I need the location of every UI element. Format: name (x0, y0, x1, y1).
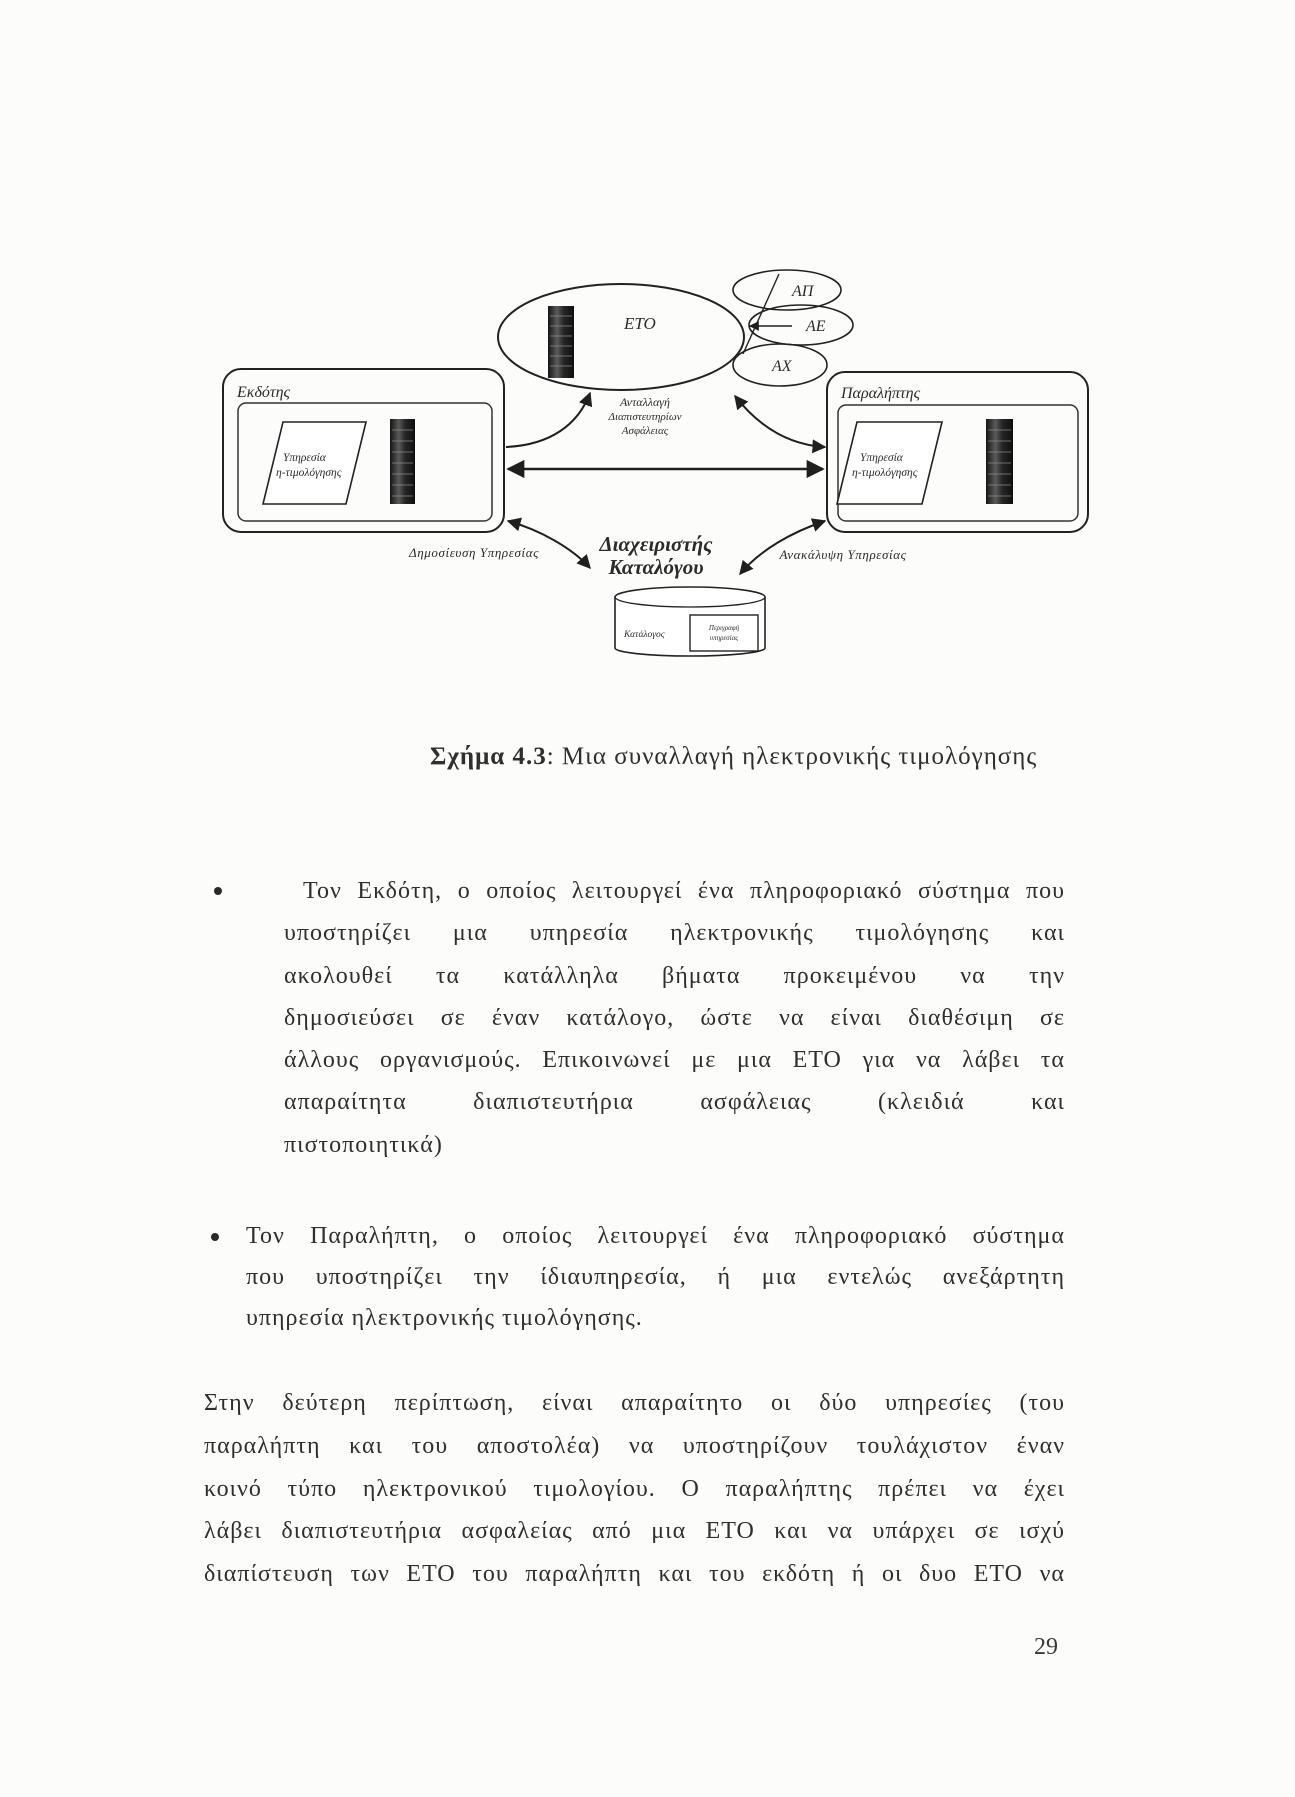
catalog-label: Κατάλογος (624, 630, 665, 640)
bullet-dot (211, 1233, 219, 1241)
receiver-eto-arrow (735, 396, 825, 447)
bullet-issuer (284, 870, 1065, 1166)
issuer-service-label: Υπηρεσία (283, 452, 326, 464)
catalog-entry-label: Περιγραφή (708, 624, 740, 632)
bullet-text-line: απαραίτητα διαπιστευτήρια ασφάλειας (κλειδιά και (284, 1089, 1065, 1116)
authority-ae-ellipse (749, 305, 853, 345)
bullet-text-line: δημοσιεύσει σε έναν κατάλογο, ώστε να είναι διαθέσιμη σε (284, 1004, 1065, 1031)
authority-ap-ellipse (733, 270, 841, 310)
page-number: 29 (1034, 1634, 1058, 1660)
authority-ae-label: ΑΕ (806, 318, 826, 335)
paragraph-line: διαπίστευση των ΕΤΟ του παραλήπτη και του εκδότη ή οι δυο ΕΤΟ να (204, 1561, 1065, 1588)
receiver-title: Παραλήπτης (841, 385, 921, 402)
eto-server-icon (548, 306, 574, 378)
issuer-title: Εκδότης (237, 384, 291, 401)
issuer-server-icon (390, 419, 415, 504)
eto-ellipse (498, 284, 744, 390)
bullet-text-line: Τον Εκδότη, ο οποίος λειτουργεί ένα πληροφοριακό σύστημα που (303, 878, 1065, 904)
server-body (986, 419, 1013, 504)
issuer-service-label: η-τιμολόγησης (276, 467, 342, 479)
discover-label: Ανακάλυψη Υπηρεσίας (779, 547, 907, 562)
receiver-server-icon (986, 419, 1013, 504)
eto-label: ΕΤΟ (624, 314, 656, 333)
figure-caption-label: Σχήμα 4.3 (430, 743, 547, 770)
catalog-entry-label: υπηρεσίας (709, 634, 739, 642)
paragraph-line: κοινό τύπο ηλεκτρονικού τιμολογίου. Ο παραλήπτης πρέπει να έχει (204, 1475, 1065, 1502)
figure-caption (430, 743, 1037, 771)
credentials-exchange-label: Διαπιστευτηρίων (608, 411, 682, 423)
publish-label: Δημοσίευση Υπηρεσίας (408, 545, 540, 560)
credentials-exchange-label: Ασφάλειας (621, 425, 669, 437)
catalog-entry-box (690, 615, 758, 651)
bullet-text-line: που υποστηρίζει την ίδιαυπηρεσία, ή μια εντελώς ανεξάρτητη (246, 1264, 1065, 1290)
catalog-manager-label: Διαχειριστής (599, 532, 713, 556)
server-body (548, 306, 574, 378)
bullet-text-line: υπηρεσία ηλεκτρονικής τιμολόγησης. (246, 1305, 643, 1331)
authority-ax-label: ΑΧ (772, 358, 792, 375)
paragraph-line: παραλήπτη και του αποστολέα) να υποστηρίζουν τουλάχιστον έναν (204, 1432, 1065, 1459)
e-invoicing-transaction-diagram (0, 0, 1295, 700)
bullet-text-line: υποστηρίζει μια υπηρεσία ηλεκτρονικής τιμολόγησης και (284, 920, 1065, 947)
authority-ap-label: ΑΠ (792, 283, 814, 300)
paragraph-line: λάβει διαπιστευτήρια ασφαλείας από μια ΕΤΟ και να υπάρχει σε ισχύ (204, 1518, 1065, 1545)
bullet-dot (214, 887, 222, 895)
issuer-eto-arrow (506, 393, 590, 447)
bullet-text-line: ακολουθεί τα κατάλληλα βήματα προκειμένου να την (284, 962, 1065, 989)
bullet-receiver (246, 1216, 1065, 1339)
body-paragraph (204, 1382, 1065, 1596)
credentials-exchange-label: Ανταλλαγή (620, 395, 670, 409)
bullet-text-line: άλλους οργανισμούς. Επικοινωνεί με μια ΕΤΟ για να λάβει τα (284, 1047, 1065, 1074)
receiver-service-label: Υπηρεσία (860, 452, 903, 464)
server-body (390, 419, 415, 504)
bullet-text-line: πιστοποιητικά) (284, 1131, 443, 1158)
catalog-manager-label: Καταλόγου (608, 555, 704, 579)
figure-caption-text: : Μια συναλλαγή ηλεκτρονικής τιμολόγησης (546, 743, 1038, 770)
receiver-service-label: η-τιμολόγησης (852, 467, 918, 479)
bullet-text-line: Τον Παραλήπτη, ο οποίος λειτουργεί ένα πληροφοριακό σύστημα (246, 1223, 1065, 1249)
paragraph-line: Στην δεύτερη περίπτωση, είναι απαραίτητο οι δύο υπηρεσίες (του (204, 1390, 1065, 1416)
